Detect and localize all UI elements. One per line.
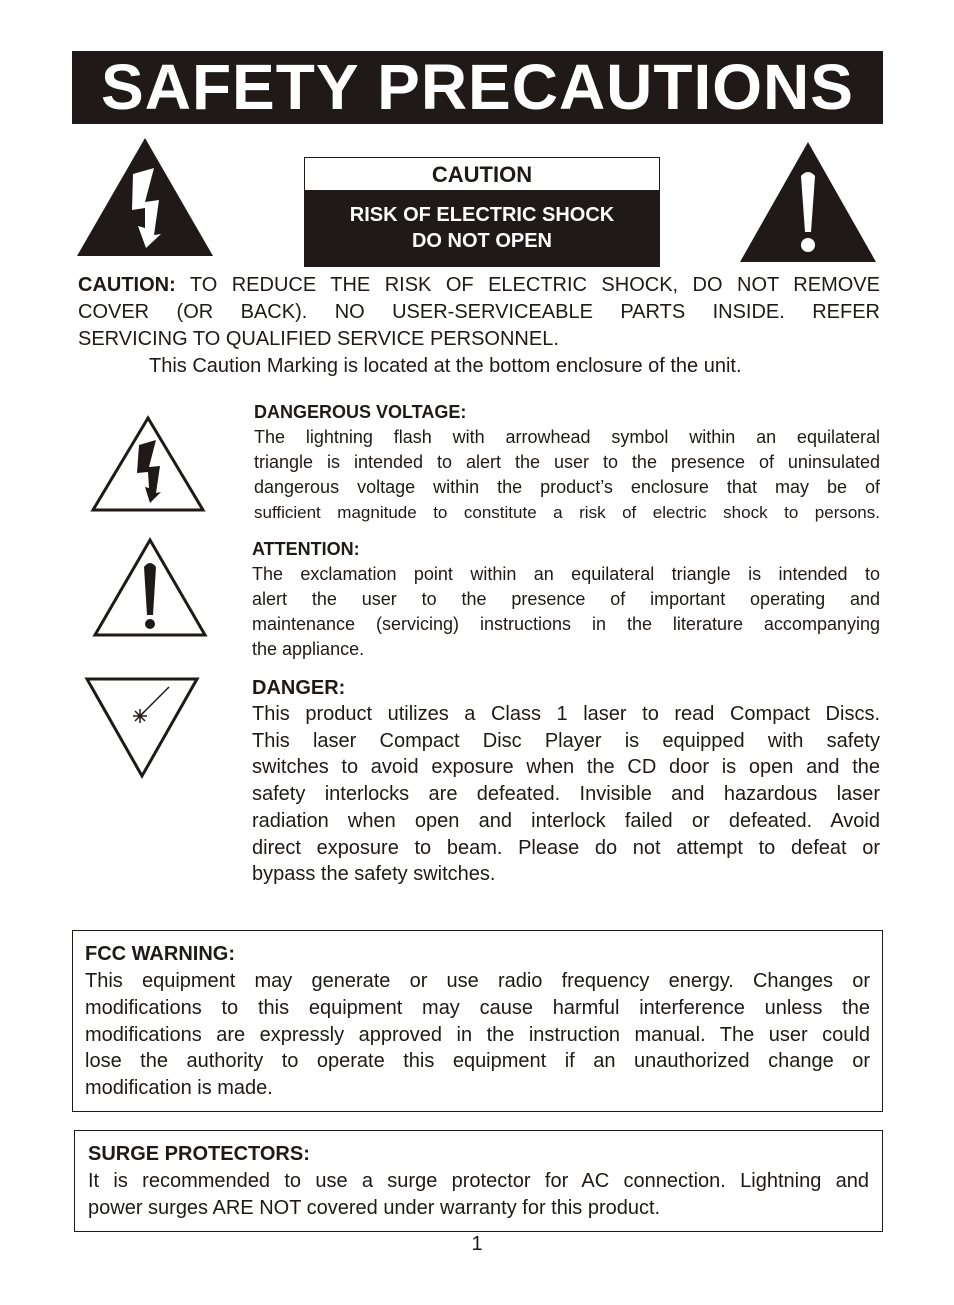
fcc-warning-box xyxy=(72,930,883,1112)
danger-title: DANGER: xyxy=(252,677,346,699)
text-line: This equipment may generate or use radio frequency energy. Changes or xyxy=(85,970,870,992)
caution-location-note: This Caution Marking is located at the bottom enclosure of the unit. xyxy=(149,355,742,377)
caution-statement xyxy=(78,272,880,353)
text-line: It is recommended to use a surge protector for AC connection. Lightning and xyxy=(88,1170,869,1192)
lightning-outline-triangle-icon xyxy=(90,415,206,513)
text-line: triangle is intended to alert the user to the presence of uninsulated xyxy=(254,452,880,472)
caution-statement-line: COVER (OR BACK). NO USER-SERVICEABLE PARTS INSIDE. REFER xyxy=(78,301,880,323)
lightning-triangle-icon xyxy=(75,136,215,258)
caution-statement-line: SERVICING TO QUALIFIED SERVICE PERSONNEL. xyxy=(78,328,559,350)
danger-text xyxy=(252,701,880,888)
text-line: bypass the safety switches. xyxy=(252,863,496,886)
page-number: 1 xyxy=(471,1233,483,1255)
attention-text xyxy=(252,562,880,662)
caution-label xyxy=(304,157,660,267)
text-line: This laser Compact Disc Player is equipped with safety xyxy=(252,729,880,752)
attention-title: ATTENTION: xyxy=(252,539,360,559)
laser-triangle-icon xyxy=(84,676,200,780)
surge-protectors-box xyxy=(74,1130,883,1232)
text-line: The exclamation point within an equilateral triangle is intended to xyxy=(252,564,880,584)
text-line: radiation when open and interlock failed or defeated. Avoid xyxy=(252,809,880,832)
caution-text: TO REDUCE THE RISK OF ELECTRIC SHOCK, DO NOT REMOVE xyxy=(189,274,880,296)
text-line: safety interlocks are defeated. Invisible and hazardous laser xyxy=(252,783,880,806)
text-line: alert the user to the presence of important operating and xyxy=(252,589,880,609)
text-line: modification is made. xyxy=(85,1077,273,1100)
text-line: dangerous voltage within the product’s enclosure that may be of xyxy=(254,477,880,497)
text-line: This product utilizes a Class 1 laser to read Compact Discs. xyxy=(252,703,880,725)
dangerous-voltage-text xyxy=(254,425,880,525)
fcc-warning-title: FCC WARNING: xyxy=(85,943,235,965)
text-line: lose the authority to operate this equipment if an unauthorized change or xyxy=(85,1050,870,1073)
caution-label-body xyxy=(305,190,659,266)
text-line: sufficient magnitude to constitute a risk of electric shock to persons. xyxy=(254,503,880,522)
caution-statement-line xyxy=(78,272,880,299)
text-line: The lightning flash with arrowhead symbol within an equilateral xyxy=(254,427,880,447)
text-line: modifications to this equipment may cause harmful interference unless the xyxy=(85,996,870,1019)
text-line: switches to avoid exposure when the CD door is open and the xyxy=(252,756,880,779)
text-line: maintenance (servicing) instructions in the literature accompanying xyxy=(252,614,880,634)
text-line: direct exposure to beam. Please do not attempt to defeat or xyxy=(252,836,880,859)
exclamation-triangle-icon xyxy=(738,140,878,264)
surge-protectors-title: SURGE PROTECTORS: xyxy=(88,1143,310,1165)
exclamation-outline-triangle-icon xyxy=(92,537,208,639)
text-line: modifications are expressly approved in the instruction manual. The user could xyxy=(85,1023,870,1046)
dangerous-voltage-title: DANGEROUS VOLTAGE: xyxy=(254,402,467,422)
caution-lead: CAUTION: xyxy=(78,274,176,296)
text-line: the appliance. xyxy=(252,639,365,659)
page-title: SAFETY PRECAUTIONS xyxy=(72,51,883,124)
text-line: power surges ARE NOT covered under warranty for this product. xyxy=(88,1197,661,1219)
surge-protectors-text xyxy=(88,1168,869,1222)
caution-label-heading: CAUTION xyxy=(305,158,659,190)
caution-label-line: DO NOT OPEN xyxy=(411,230,552,252)
fcc-warning-text xyxy=(85,968,870,1102)
caution-label-line: RISK OF ELECTRIC SHOCK xyxy=(349,204,615,226)
